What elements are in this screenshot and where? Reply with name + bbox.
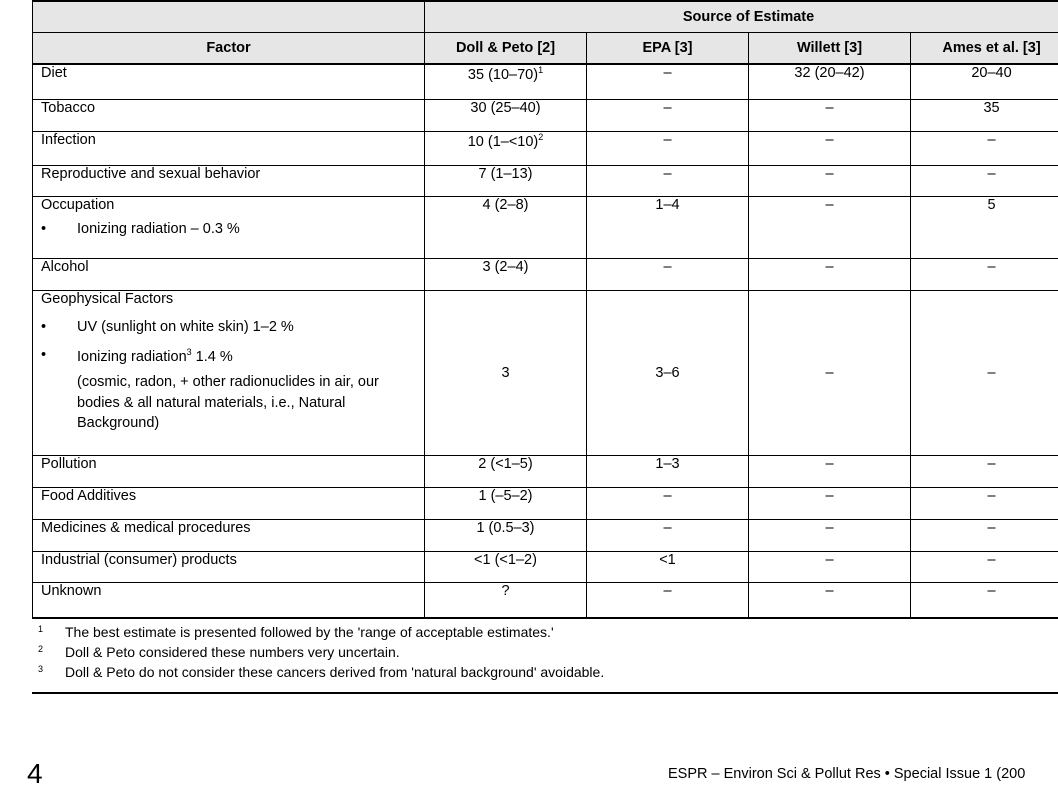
col-header-doll-peto: Doll & Peto [2] — [425, 33, 587, 65]
sub-factor: Ionizing radiation – 0.3 % — [77, 220, 240, 237]
source-header-row — [33, 1, 1058, 33]
epa-cell: – — [587, 165, 749, 196]
table-row-diet — [33, 64, 1058, 99]
sub-factor-value: 1.4 % — [191, 348, 233, 365]
col-header-epa: EPA [3] — [587, 33, 749, 65]
factor-cell: Reproductive and sexual behavior — [33, 165, 425, 196]
doll-peto-cell: 3 (2–4) — [425, 258, 587, 290]
willett-cell: – — [749, 487, 911, 519]
willett-cell: – — [749, 131, 911, 165]
natural-background-note: (cosmic, radon, + other radionuclides in air, our bodies & all natural materials, i.e., Natural Background) — [77, 374, 379, 431]
footnote-item — [32, 664, 1058, 680]
willett-cell: 32 (20–42) — [749, 64, 911, 99]
table-row-infection — [33, 131, 1058, 165]
footnote-text: Doll & Peto considered these numbers very uncertain. — [65, 644, 400, 660]
doll-peto-cell: 2 (<1–5) — [425, 455, 587, 487]
table-row-geophysical — [33, 290, 1058, 455]
footnote-number: 2 — [38, 644, 44, 654]
ames-cell: 20–40 — [911, 64, 1058, 99]
epa-cell: – — [587, 99, 749, 131]
factor-cell — [33, 290, 425, 455]
col-header-ames: Ames et al. [3] — [911, 33, 1058, 65]
sub-factor: UV (sunlight on white skin) 1–2 % — [77, 318, 294, 335]
epa-cell: 3–6 — [587, 290, 749, 455]
table-row-industrial — [33, 551, 1058, 582]
page-number: 4 — [27, 758, 43, 789]
table-row-alcohol — [33, 258, 1058, 290]
ames-cell: 35 — [911, 99, 1058, 131]
ames-cell: – — [911, 131, 1058, 165]
epa-cell: – — [587, 582, 749, 618]
factor-cell: Food Additives — [33, 487, 425, 519]
willett-cell: – — [749, 455, 911, 487]
value-text: 10 (1–<10) — [467, 133, 539, 150]
factor-cell: Unknown — [33, 582, 425, 618]
factor-label: Geophysical Factors — [41, 290, 174, 307]
table-row-occupation — [33, 196, 1058, 258]
journal-footer: ESPR – Environ Sci & Pollut Res • Special Issue 1 (200 — [668, 766, 1026, 782]
willett-cell: – — [749, 582, 911, 618]
ames-cell: – — [911, 487, 1058, 519]
factor-label: Occupation — [41, 196, 115, 213]
bullet-icon: • — [41, 318, 47, 335]
factor-cell — [33, 196, 425, 258]
doll-peto-cell: 1 (–5–2) — [425, 487, 587, 519]
willett-cell: – — [749, 290, 911, 455]
col-header-factor: Factor — [33, 33, 425, 65]
ames-cell: 5 — [911, 196, 1058, 258]
epa-cell: – — [587, 64, 749, 99]
col-header-willett: Willett [3] — [749, 33, 911, 65]
bullet-item — [41, 221, 416, 237]
column-header-row — [33, 33, 1058, 65]
doll-peto-cell: 4 (2–8) — [425, 196, 587, 258]
table-footnotes — [32, 624, 1058, 694]
footnote-number: 1 — [38, 624, 44, 634]
epa-cell: – — [587, 487, 749, 519]
bullet-item — [41, 347, 416, 365]
header-blank-cell — [33, 1, 425, 33]
table-row-tobacco — [33, 99, 1058, 131]
willett-cell: – — [749, 99, 911, 131]
factor-cell: Pollution — [33, 455, 425, 487]
factor-cell: Tobacco — [33, 99, 425, 131]
table-row-unknown — [33, 582, 1058, 618]
willett-cell: – — [749, 551, 911, 582]
table-row-reproductive — [33, 165, 1058, 196]
ames-cell: – — [911, 551, 1058, 582]
willett-cell: – — [749, 519, 911, 551]
footnote-item — [32, 624, 1058, 640]
ames-cell: – — [911, 165, 1058, 196]
factor-cell: Alcohol — [33, 258, 425, 290]
footnote-ref: 1 — [538, 65, 544, 75]
footnote-ref: 3 — [186, 346, 192, 357]
epa-cell: – — [587, 258, 749, 290]
epa-cell: 1–3 — [587, 455, 749, 487]
bullet-item — [41, 319, 416, 335]
footnote-ref: 2 — [538, 131, 544, 142]
cancer-causes-table — [32, 0, 1058, 619]
sub-factor — [77, 347, 233, 365]
willett-cell: – — [749, 165, 911, 196]
factor-cell: Diet — [33, 64, 425, 99]
ames-cell: – — [911, 258, 1058, 290]
footnote-item — [32, 644, 1058, 660]
doll-peto-cell — [425, 64, 587, 99]
willett-cell: – — [749, 196, 911, 258]
factor-cell: Infection — [33, 131, 425, 165]
doll-peto-cell: ? — [425, 582, 587, 618]
sub-factor-text: Ionizing radiation — [77, 348, 187, 365]
value-text: 35 (10–70) — [467, 66, 539, 83]
table-row-medicines — [33, 519, 1058, 551]
ames-cell: – — [911, 290, 1058, 455]
table-row-food-additives — [33, 487, 1058, 519]
ames-cell: – — [911, 582, 1058, 618]
bullet-icon: • — [41, 220, 47, 237]
epa-cell: – — [587, 131, 749, 165]
epa-cell: <1 — [587, 551, 749, 582]
doll-peto-cell: 3 — [425, 290, 587, 455]
ames-cell: – — [911, 455, 1058, 487]
bullet-icon: • — [41, 346, 47, 363]
doll-peto-cell: 30 (25–40) — [425, 99, 587, 131]
source-of-estimate-header: Source of Estimate — [425, 1, 1058, 33]
epa-cell: – — [587, 519, 749, 551]
doll-peto-cell: 7 (1–13) — [425, 165, 587, 196]
factor-cell: Medicines & medical procedures — [33, 519, 425, 551]
epa-cell: 1–4 — [587, 196, 749, 258]
footnote-number: 3 — [38, 664, 44, 674]
willett-cell: – — [749, 258, 911, 290]
doll-peto-cell — [425, 131, 587, 165]
factor-cell: Industrial (consumer) products — [33, 551, 425, 582]
footnote-text: Doll & Peto do not consider these cancers derived from 'natural background' avoidable. — [65, 664, 605, 680]
doll-peto-cell: <1 (<1–2) — [425, 551, 587, 582]
doll-peto-cell: 1 (0.5–3) — [425, 519, 587, 551]
ames-cell: – — [911, 519, 1058, 551]
table-row-pollution — [33, 455, 1058, 487]
footnote-text: The best estimate is presented followed by the 'range of acceptable estimates.' — [65, 624, 554, 640]
